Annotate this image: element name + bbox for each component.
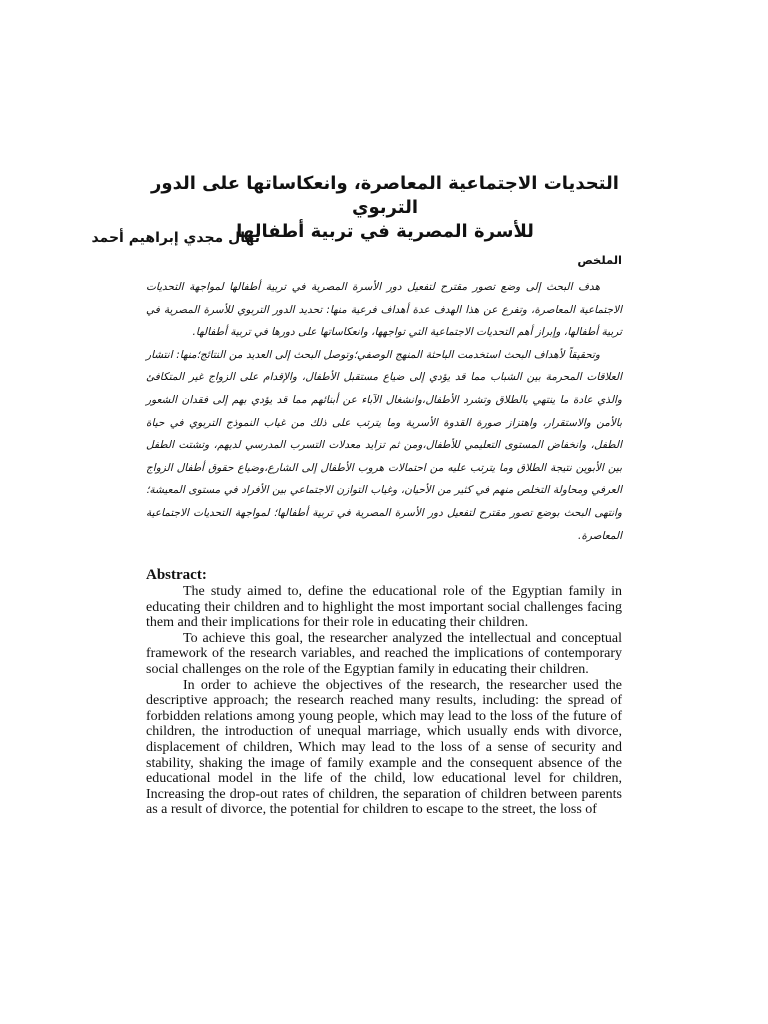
english-abstract-paragraph: To achieve this goal, the researcher analyzed the intellectual and conceptual framework of the research variables, and reached the implications of contemporary social challenges on the role of the Egyptian family in educating their children. (146, 630, 622, 677)
english-abstract-heading: Abstract: (146, 567, 207, 583)
arabic-abstract-heading: الملخص (577, 253, 622, 267)
english-abstract-paragraph: In order to achieve the objectives of the research, the researcher used the descriptive approach; the research reached many results, including: the spread of forbidden relations among young people, which may lead to the loss of the future of children, the introduction of unequal marriage, which usually ends with divorce, displacement of children, Which may lead to the loss of a sense of security and stability, shaking the image of family example and the consequent absence of the educational model in the life of the child, low educational level for children, Increasing the drop-out rates of children, the separation of children between parents as a result of divorce, the potential for children to escape to the street, the loss of (146, 677, 622, 818)
english-abstract-paragraph: The study aimed to, define the educational role of the Egyptian family in educating their children and to highlight the most important social challenges facing them and their implications for their role in educating their children. (146, 584, 622, 631)
author-name: نهال مجدي إبراهيم أحمد (91, 230, 260, 246)
arabic-abstract-paragraph: وتحقيقاً لأهداف البحث استخدمت الباحثة المنهج الوصفي؛وتوصل البحث إلى العديد من النتائج؛منها: انتشار العلاقات المحرمة بين الشباب مما قد يؤدي إلى ضياع مستقبل الأطفال، والإقدام على الزواج غير المتكافئ والذي عادة ما ينتهي بالطلاق وتشرد الأطفال،وانشغال الآباء عن أبنائهم مما قد يؤدي بهم إلى فقدان الشعور بالأمن والاستقرار، واهتزاز صورة القدوة الأسرية وما يترتب على ذلك من غياب النموذج التربوي في حياة الطفل، وانخفاض المستوى التعليمي للأطفال،ومن ثم تزايد معدلات التسرب المدرسي لديهم، وتشتت الطفل بين الأبوين نتيجة الطلاق وما يترتب عليه من احتمالات هروب الأطفال إلى الشارع،وضياع حقوق أطفال الزواج العرفي ومحاولة التخلص منهم في كثير من الأحيان، وغياب التوازن الاجتماعي بين الأفراد في مستوى المعيشة؛ وانتهى البحث بوضع تصور مقترح لتفعيل دور الأسرة المصرية في تربية أطفالها؛ لمواجهة التحديات الاجتماعية المعاصرة. (146, 348, 622, 542)
english-abstract-body (146, 584, 622, 818)
arabic-abstract-paragraph: هدف البحث إلى وضع تصور مقترح لتفعيل دور الأسرة المصرية في تربية أطفالها لمواجهة التحديات الاجتماعية المعاصرة، وتفرع عن هذا الهدف عدة أهداف فرعية منها: تحديد الدور التربوي للأسرة المصرية في تربية أطفالها، وإبراز أهم التحديات الاجتماعية التي تواجهها، وانعكاساتها على دورها في تربية أطفالها. (146, 281, 622, 339)
arabic-abstract-body (146, 276, 622, 547)
paper-title-line-1: التحديات الاجتماعية المعاصرة، وانعكاساتها على الدور التربوي (151, 173, 619, 218)
paper-title-line-2: للأسرة المصرية في تربية أطفالها (236, 221, 534, 242)
